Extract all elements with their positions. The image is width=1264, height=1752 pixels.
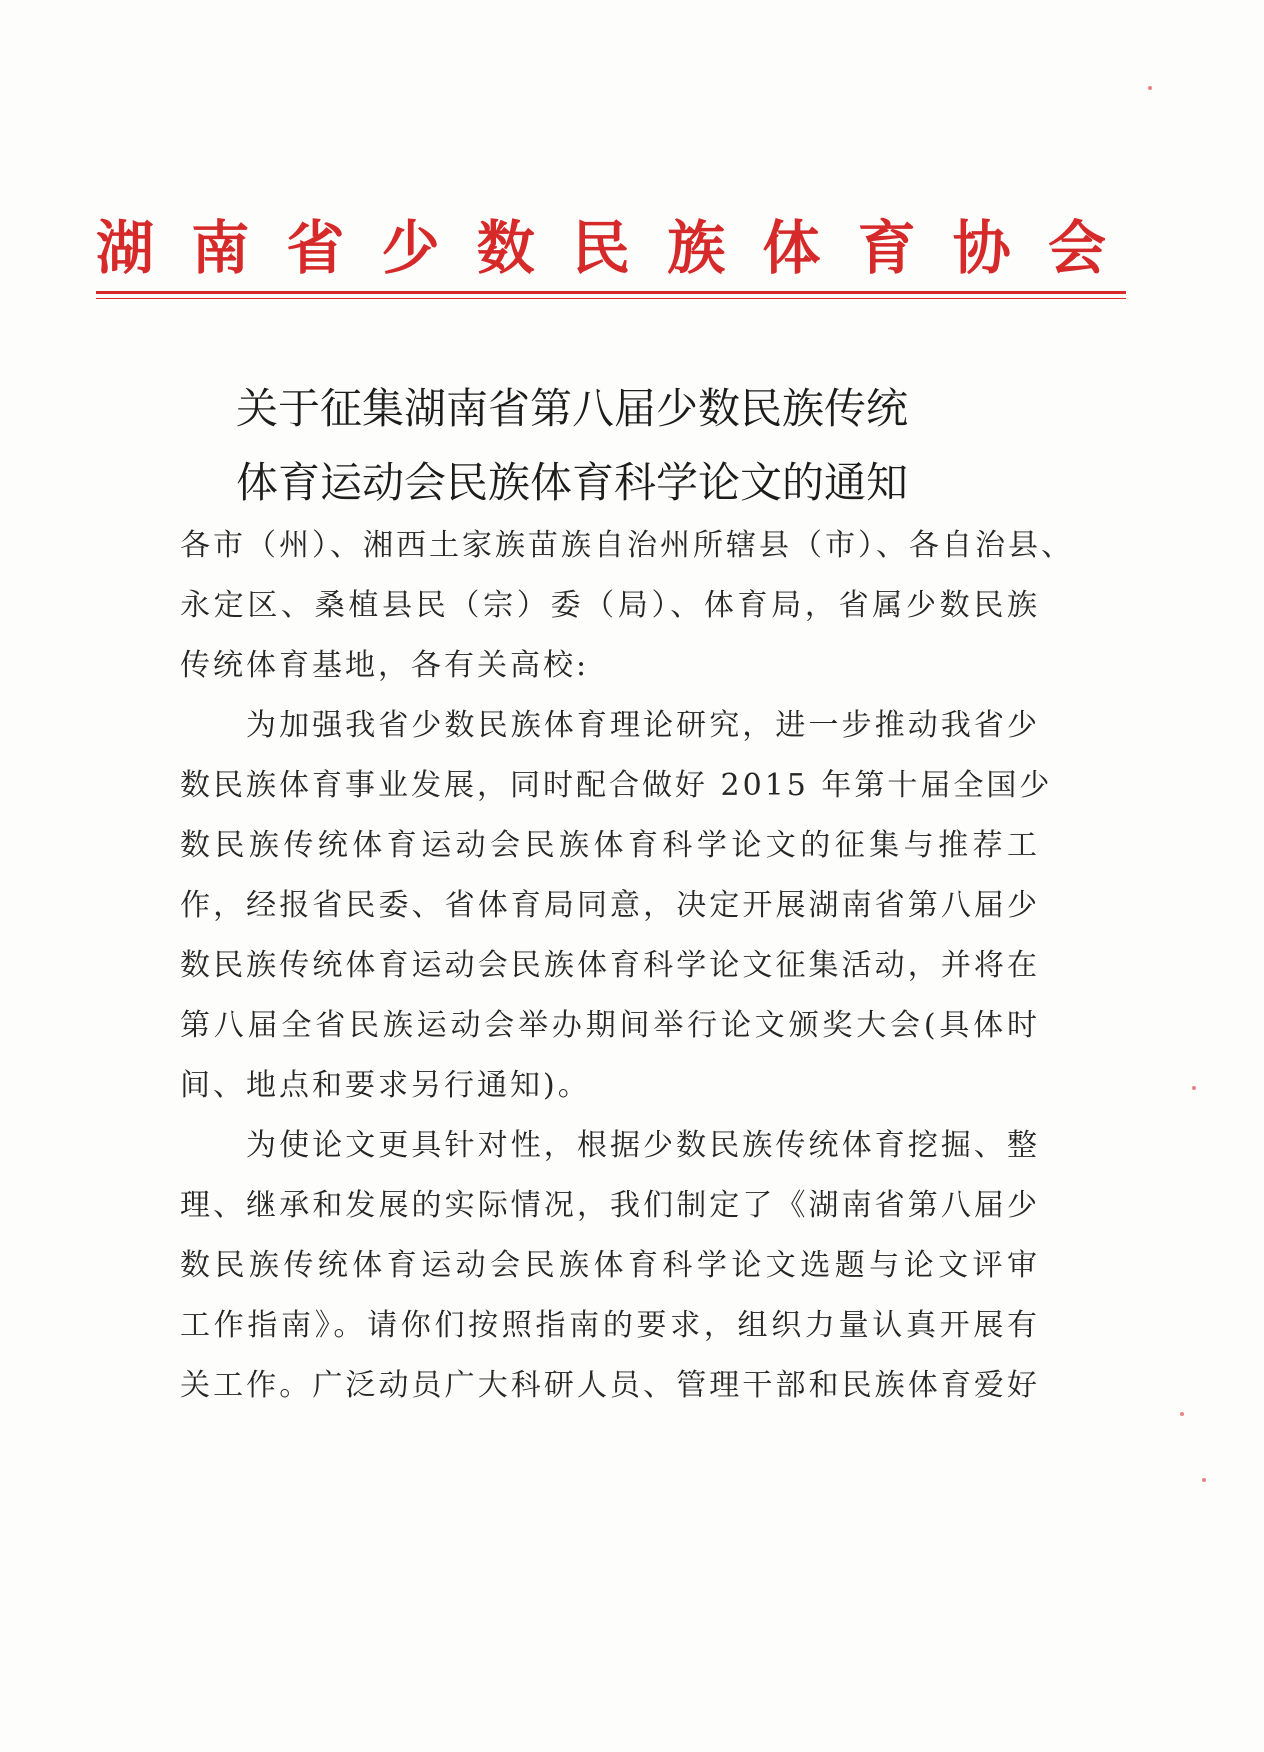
- body-line-6: 数民族传统体育运动会民族体育科学论文的征集与推荐工: [180, 828, 1040, 863]
- body-line-2: 永定区、桑植县民（宗）委（局）、体育局，省属少数民族: [180, 588, 1040, 623]
- letterhead-red-rule-thick: [96, 291, 1126, 294]
- body-line-7: 作，经报省民委、省体育局同意，决定开展湖南省第八届少: [180, 888, 1040, 923]
- body-line-8: 数民族传统体育运动会民族体育科学论文征集活动，并将在: [180, 948, 1040, 983]
- scan-speck: [1180, 1412, 1184, 1416]
- body-line-12: 理、继承和发展的实际情况，我们制定了《湖南省第八届少: [180, 1188, 1040, 1223]
- scan-speck: [1192, 1086, 1196, 1090]
- body-line-13: 数民族传统体育运动会民族体育科学论文选题与论文评审: [180, 1248, 1040, 1283]
- document-title-line-1: 关于征集湖南省第八届少数民族传统: [236, 384, 909, 433]
- body-line-10: 间、地点和要求另行通知)。: [180, 1068, 591, 1103]
- body-line-3: 传统体育基地，各有关高校:: [180, 648, 590, 683]
- body-line-15: 关工作。广泛动员广大科研人员、管理干部和民族体育爱好: [180, 1368, 1040, 1403]
- scan-speck: [1202, 1478, 1206, 1482]
- body-line-11: 为使论文更具针对性，根据少数民族传统体育挖掘、整: [246, 1128, 1040, 1163]
- scan-speck: [1148, 86, 1152, 90]
- letterhead-red-rule-thin: [96, 298, 1126, 299]
- body-line-5: 数民族体育事业发展，同时配合做好 2015 年第十届全国少: [180, 768, 1053, 803]
- letterhead-organization-name: 湖南省少数民族体育协会: [96, 214, 1126, 282]
- body-line-1: 各市（州）、湘西土家族苗族自治州所辖县（市）、各自治县、: [180, 528, 1074, 563]
- body-line-4: 为加强我省少数民族体育理论研究，进一步推动我省少: [246, 708, 1040, 743]
- document-title-line-2: 体育运动会民族体育科学论文的通知: [236, 458, 909, 507]
- body-line-14: 工作指南》。请你们按照指南的要求，组织力量认真开展有: [180, 1308, 1040, 1343]
- body-line-9: 第八届全省民族运动会举办期间举行论文颁奖大会(具体时: [180, 1008, 1040, 1043]
